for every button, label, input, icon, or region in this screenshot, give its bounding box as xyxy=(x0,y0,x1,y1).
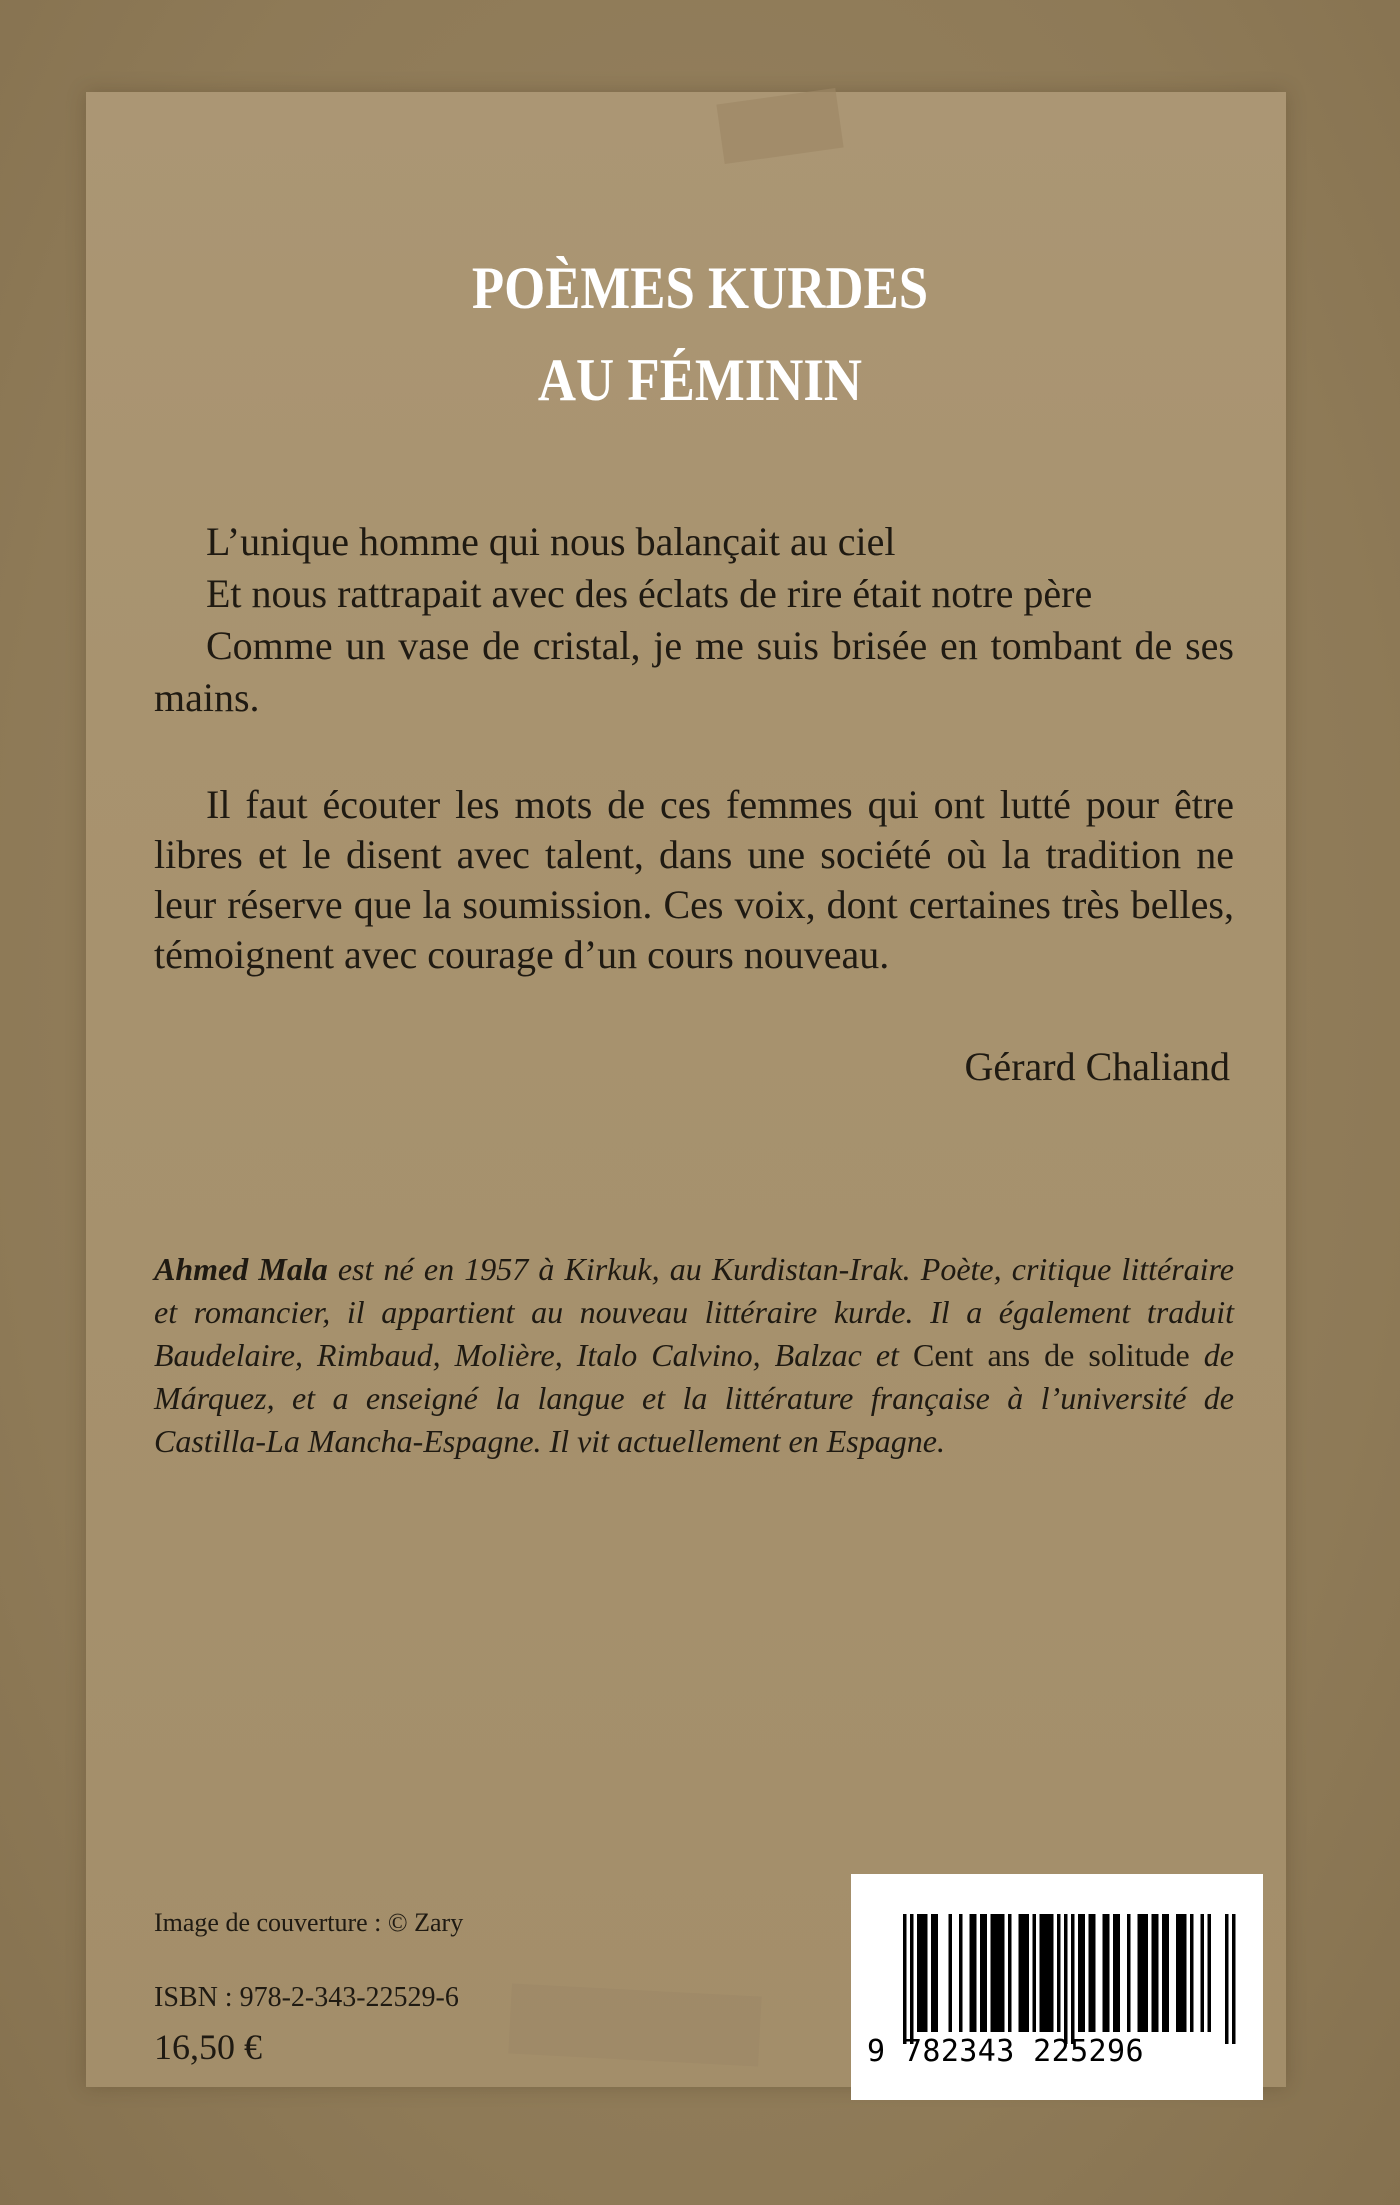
barcode-bar xyxy=(1026,1914,1030,2032)
barcode-bar xyxy=(1141,1914,1145,2032)
barcode-bar xyxy=(980,1914,984,2032)
blurb-signature: Gérard Chaliand xyxy=(964,1044,1230,1089)
poem-line-1: L’unique homme qui nous balançait au ciel xyxy=(206,519,896,564)
barcode-bar xyxy=(984,1914,988,2032)
author-bio-part-2: de Márquez, et a enseigné la langue et la littérature française à l’université de Castilla-La Mancha-Espagne. Il vit actuellement en Espagne. xyxy=(154,1337,1235,1459)
title-line-2: AU FÉMININ xyxy=(537,347,863,413)
barcode-bar xyxy=(949,1914,953,2032)
barcode-bar xyxy=(1145,1914,1149,2032)
barcode-bar xyxy=(1082,1914,1086,2032)
barcode-bar xyxy=(1190,1914,1194,2032)
barcode-bar xyxy=(1138,1914,1142,2032)
barcode-bar xyxy=(1043,1914,1047,2032)
blurb-paragraph: Il faut écouter les mots de ces femmes qui ont lutté pour être libres et le disent avec talent, dans une société où la tradition ne leur réserve que la soumission. Ces voix, dont certaines très belles, témoignent avec courage d’un cours nouveau. xyxy=(154,782,1234,977)
barcode-bar xyxy=(959,1914,963,2032)
barcode-bar xyxy=(998,1914,1002,2032)
barcode-bar xyxy=(1092,1914,1096,2032)
barcode-bar xyxy=(973,1914,977,2032)
poem-line-3: Comme un vase de cristal, je me suis brisée en tombant de ses mains. xyxy=(154,623,1234,720)
barcode-bar xyxy=(1047,1914,1051,2032)
barcode-bar xyxy=(1064,1914,1068,2044)
barcode-bar xyxy=(1162,1914,1166,2032)
barcode-bar xyxy=(910,1914,914,2044)
barcode-bar xyxy=(935,1914,939,2032)
barcode-bar xyxy=(1019,1914,1023,2032)
barcode-bar xyxy=(1078,1914,1082,2032)
barcode-bar xyxy=(1166,1914,1170,2032)
barcode-bar xyxy=(1089,1914,1093,2032)
barcode-bar xyxy=(1008,1914,1012,2032)
barcode-bar xyxy=(1180,1914,1184,2032)
barcode-bar xyxy=(1050,1914,1054,2032)
barcode-bar xyxy=(991,1914,995,2032)
barcode-bar xyxy=(1232,1914,1236,2044)
barcode-bar xyxy=(994,1914,998,2032)
book-title xyxy=(84,242,1316,426)
barcode-bar xyxy=(970,1914,974,2032)
barcode-bar xyxy=(1001,1914,1005,2032)
barcode-bar xyxy=(1071,1914,1075,2044)
barcode-bar xyxy=(1057,1914,1061,2032)
barcode-digits: 9 782343 225296 xyxy=(867,2034,1144,2069)
author-bio xyxy=(154,1248,1234,1463)
barcode-bar xyxy=(1183,1914,1187,2032)
barcode-bar xyxy=(1201,1914,1205,2032)
barcode-bar xyxy=(921,1914,925,2032)
title-line-1: POÈMES KURDES xyxy=(471,255,929,321)
barcode-bar xyxy=(1152,1914,1156,2032)
barcode-bar xyxy=(1040,1914,1044,2032)
barcode-bar xyxy=(1225,1914,1229,2044)
cover-image-credit: Image de couverture : © Zary xyxy=(154,1908,464,1937)
barcode-bar xyxy=(1208,1914,1212,2032)
barcode-bar xyxy=(924,1914,928,2032)
tape-strip xyxy=(508,1984,761,2067)
poem-excerpt xyxy=(154,516,1234,724)
isbn: ISBN : 978-2-343-22529-6 xyxy=(154,1982,459,2013)
barcode-bar xyxy=(1176,1914,1180,2032)
barcode-bar xyxy=(1033,1914,1037,2032)
barcode-bar xyxy=(1113,1914,1117,2032)
author-name: Ahmed Mala xyxy=(154,1251,328,1287)
barcode xyxy=(851,1874,1263,2100)
barcode-bar xyxy=(1022,1914,1026,2032)
poem-line-2: Et nous rattrapait avec des éclats de rire était notre père xyxy=(206,571,1093,616)
barcode-bar xyxy=(1106,1914,1110,2032)
barcode-bar xyxy=(903,1914,907,2044)
barcode-bar xyxy=(1117,1914,1121,2032)
barcode-bar xyxy=(917,1914,921,2032)
author-bio-part-1: est né en 1957 à Kirkuk, au Kurdistan-Irak. Poète, critique littéraire et romancier, il appartient au nouveau littéraire kurde. Il a également traduit Baudelaire, Rimbaud, Molière, Italo Calvino, Balzac et xyxy=(154,1251,1235,1373)
barcode-bar xyxy=(1155,1914,1159,2032)
translated-book-title: Cent ans de solitude xyxy=(912,1337,1190,1373)
barcode-bar xyxy=(931,1914,935,2032)
barcode-bar xyxy=(1103,1914,1107,2032)
price: 16,50 € xyxy=(154,2027,262,2067)
barcode-bar xyxy=(1127,1914,1131,2032)
